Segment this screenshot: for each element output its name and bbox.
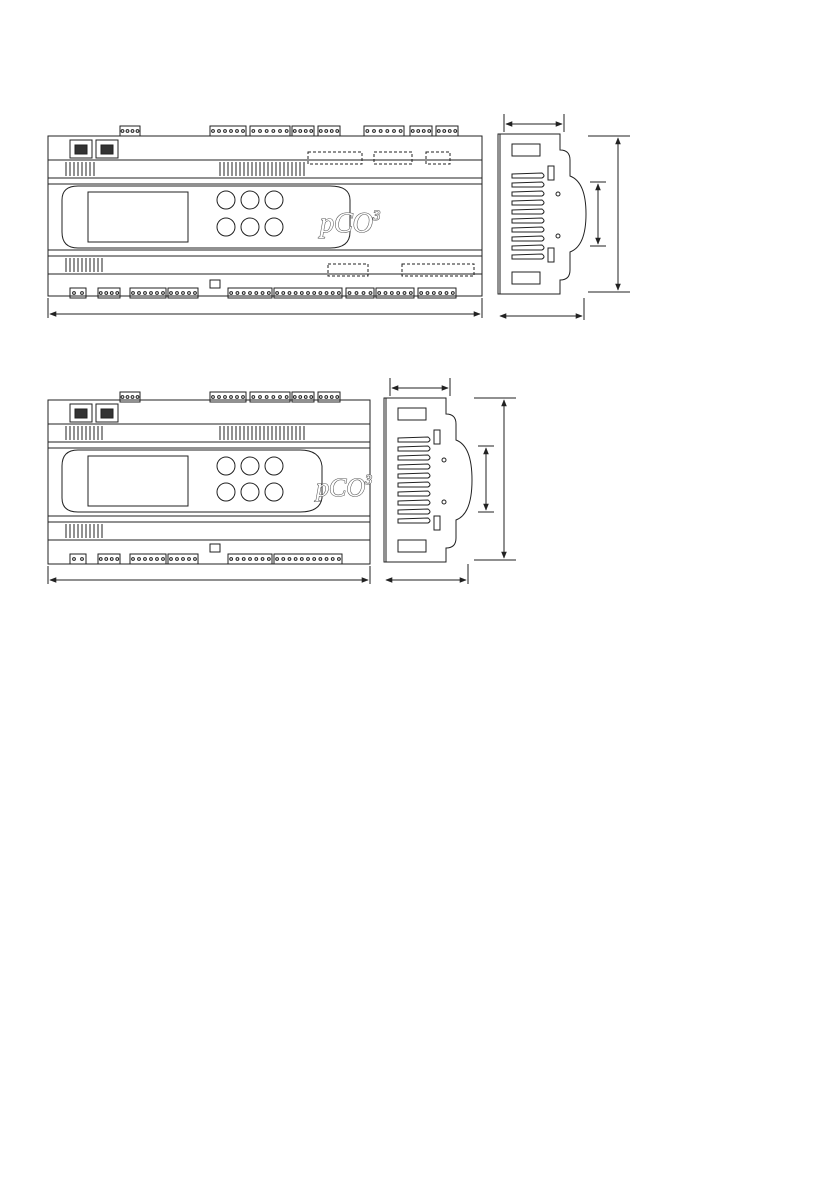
fin xyxy=(512,245,544,250)
top-terminal-blocks xyxy=(120,126,458,136)
fin xyxy=(512,227,544,232)
large-model-front-view xyxy=(48,126,482,318)
fin xyxy=(512,182,544,187)
fin xyxy=(512,173,544,178)
terminal-block xyxy=(436,126,458,136)
fin xyxy=(512,218,544,223)
side-fins xyxy=(512,173,544,259)
fin xyxy=(512,209,544,214)
side-fins xyxy=(398,437,430,523)
fin xyxy=(512,236,544,241)
side-profile-outline xyxy=(384,398,472,562)
terminal-block xyxy=(70,554,86,564)
fin xyxy=(512,200,544,205)
medium-model-side-view xyxy=(384,378,516,584)
medium-model-front-view xyxy=(48,392,372,584)
keypad-buttons xyxy=(217,457,283,501)
pco3-logo: pCO$^3$ xyxy=(320,208,381,239)
terminal-block xyxy=(292,126,314,136)
fin xyxy=(398,509,430,514)
fin xyxy=(398,455,430,460)
terminal-block xyxy=(410,126,432,136)
keypad-buttons xyxy=(217,191,283,236)
vent-slots xyxy=(66,426,304,538)
dip-switch xyxy=(210,544,220,552)
dip-switch xyxy=(210,280,220,288)
fin xyxy=(398,473,430,478)
terminal-block xyxy=(274,554,342,564)
fin xyxy=(512,254,544,259)
terminal-block xyxy=(228,554,272,564)
fin xyxy=(398,482,430,487)
fin xyxy=(512,191,544,196)
terminal-block xyxy=(250,126,290,136)
fin xyxy=(398,437,430,442)
lcd-screen xyxy=(88,456,188,506)
fin xyxy=(398,491,430,496)
terminal-block xyxy=(318,126,340,136)
terminal-block xyxy=(120,126,140,136)
fin xyxy=(398,518,430,523)
terminal-block xyxy=(130,554,166,564)
terminal-block xyxy=(168,554,198,564)
fin xyxy=(398,464,430,469)
terminal-block xyxy=(98,554,120,564)
bottom-terminal-blocks xyxy=(70,554,342,564)
pco3-logo: pCO$^3$ xyxy=(316,473,373,502)
display-panel xyxy=(62,450,322,512)
display-panel xyxy=(62,186,350,248)
lcd-screen xyxy=(88,192,188,242)
rj-connector xyxy=(70,404,118,422)
fin xyxy=(398,446,430,451)
fin xyxy=(398,500,430,505)
large-model-side-view xyxy=(498,114,630,320)
rj-connector xyxy=(70,140,118,158)
terminal-block xyxy=(210,126,246,136)
terminal-block xyxy=(364,126,404,136)
